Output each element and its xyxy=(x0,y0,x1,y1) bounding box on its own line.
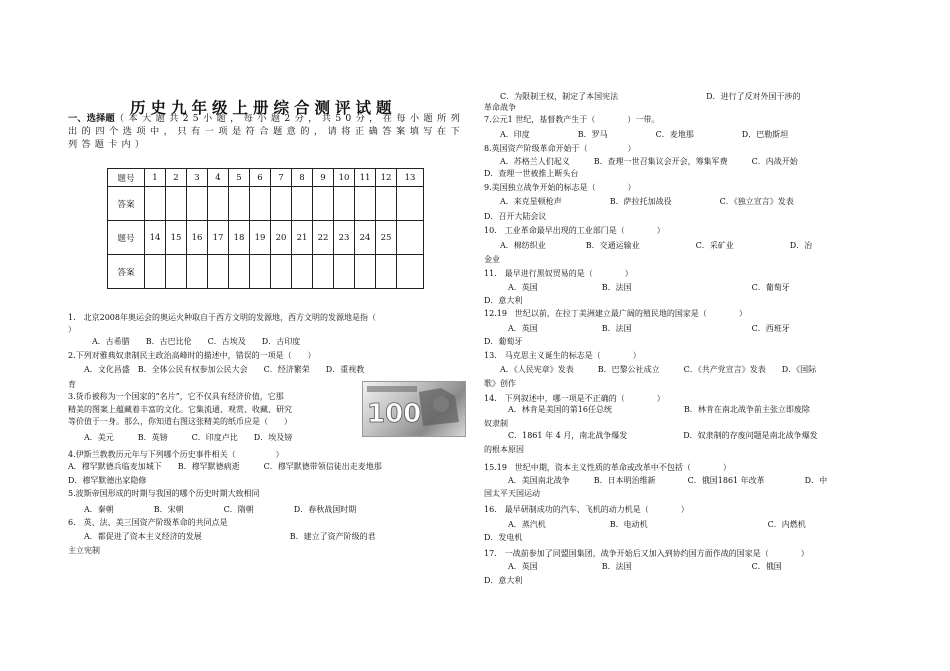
row-label: 题号 xyxy=(108,221,145,255)
question-line: A．印度 B．罗马 C．麦地那 D．巴勒斯坦 xyxy=(484,130,789,139)
question-line: 11. 最早进行黑奴贸易的是（ ） xyxy=(484,269,633,278)
question-line: D．发电机 xyxy=(484,533,523,542)
table-cell: 6 xyxy=(250,169,271,187)
answer-cell[interactable] xyxy=(145,187,166,221)
question-line: A．美国南北战争 B．日本明治维新 C．俄国1861 年改革 D．中 xyxy=(484,476,828,485)
table-cell: 3 xyxy=(187,169,208,187)
question-line: A．秦朝 B．宋朝 C．隋朝 D．春秋战国时期 xyxy=(68,505,357,514)
table-cell: 9 xyxy=(313,169,334,187)
table-cell: 12 xyxy=(376,169,397,187)
question-line: ） xyxy=(68,325,76,334)
question-line: C．为限制王权，制定了本国宪法 D．进行了反对外国干涉的 xyxy=(484,92,801,101)
question-line: 14. 下列叙述中，哪一项是不正确的（ ） xyxy=(484,394,665,403)
answer-cell[interactable] xyxy=(355,187,376,221)
question-line: A．穆罕默德兵临麦加城下 B．穆罕默德病逝 C．穆罕默德带领信徒出走麦地那 xyxy=(68,462,382,471)
question-line: 2.下列对雅典奴隶制民主政治高峰时的描述中，错误的一项是（ ） xyxy=(68,351,316,360)
table-cell: 22 xyxy=(313,221,334,255)
table-cell: 23 xyxy=(334,221,355,255)
question-line: 5.波斯帝国形成的时期与我国的哪个历史时期大致相同 xyxy=(68,489,260,498)
answer-cell[interactable] xyxy=(292,187,313,221)
question-line: 革命战争 xyxy=(484,103,516,112)
table-cell: 17 xyxy=(208,221,229,255)
table-cell: 11 xyxy=(355,169,376,187)
table-cell: 24 xyxy=(355,221,376,255)
question-line: 16. 最早研制成功的汽车、飞机的动力机是（ ） xyxy=(484,505,689,514)
answer-cell[interactable] xyxy=(271,187,292,221)
table-cell: 15 xyxy=(166,221,187,255)
question-line: 精美的图案上蕴藏着丰富的文化。它集流通、观赏、收藏、研究 xyxy=(68,405,292,414)
question-line: 国太平天国运动 xyxy=(484,489,540,498)
answer-cell[interactable] xyxy=(376,255,397,289)
answer-cell[interactable] xyxy=(313,187,334,221)
question-line: 3.货币被称为一个国家的“名片”，它不仅具有经济价值，它那 xyxy=(68,392,284,401)
question-line: 等价值于一身。那么，你知道右图这张精美的纸币应是（ ） xyxy=(68,417,292,426)
table-cell: 20 xyxy=(271,221,292,255)
question-line: 13. 马克思主义诞生的标志是（ ） xyxy=(484,351,641,360)
table-cell: 8 xyxy=(292,169,313,187)
table-cell: 2 xyxy=(166,169,187,187)
question-line: A．都促进了资本主义经济的发展 B．建立了资产阶级的君 xyxy=(68,532,376,541)
question-line: A．棉纺织业 B．交通运输业 C．采矿业 D．冶 xyxy=(484,241,813,250)
table-cell: 14 xyxy=(145,221,166,255)
table-cell: 16 xyxy=(187,221,208,255)
answer-cell[interactable] xyxy=(334,187,355,221)
table-row xyxy=(108,255,424,289)
question-line: C．1861 年 4 月，南北战争爆发 D．奴隶制的存废问题是南北战争爆发 xyxy=(484,431,818,440)
question-line: 6. 英、法、美三国资产阶级革命的共同点是 xyxy=(68,518,228,527)
question-line: A．英国 B．法国 C．葡萄牙 xyxy=(484,283,790,292)
row-label: 答案 xyxy=(108,187,145,221)
answer-cell[interactable] xyxy=(250,255,271,289)
svg-text:100: 100 xyxy=(367,399,422,429)
question-line: 4.伊斯兰教教历元年与下列哪个历史事件相关（ ） xyxy=(68,450,284,459)
question-line: 的根本原因 xyxy=(484,445,524,454)
answer-cell[interactable] xyxy=(334,255,355,289)
question-line: A．美元 B．英镑 C．印度卢比 D．埃及镑 xyxy=(68,433,293,442)
table-row xyxy=(108,169,424,187)
question-line: 9.美国独立战争开始的标志是（ ） xyxy=(484,183,636,192)
answer-cell[interactable] xyxy=(250,187,271,221)
question-line: D．葡萄牙 xyxy=(484,337,523,346)
question-line: 歌》创作 xyxy=(484,379,516,388)
answer-cell[interactable] xyxy=(355,255,376,289)
question-line: D．召开大陆会议 xyxy=(484,212,547,221)
question-line: A．文化昌盛 B．全体公民有权参加公民大会 C．经济繁荣 D．重视教 xyxy=(68,365,365,374)
row-label: 答案 xyxy=(108,255,145,289)
question-line: 育 xyxy=(68,380,76,389)
table-row xyxy=(108,221,424,255)
table-cell: 25 xyxy=(376,221,397,255)
answer-cell[interactable] xyxy=(166,187,187,221)
question-line: A．来克星顿枪声 B．萨拉托加战役 C．《独立宣言》发表 xyxy=(484,197,794,206)
question-line: 15.19 世纪中期，资本主义性质的革命或改革中不包括（ ） xyxy=(484,463,731,472)
table-cell: 1 xyxy=(145,169,166,187)
answer-cell[interactable] xyxy=(187,187,208,221)
question-line: A．蒸汽机 B．电动机 C．内燃机 xyxy=(484,520,806,529)
answer-cell[interactable] xyxy=(229,187,250,221)
question-line: D．穆罕默德出家隐修 xyxy=(68,476,147,485)
answer-cell[interactable] xyxy=(271,255,292,289)
question-line: A．林肯是美国的第16任总统 B．林肯在南北战争前主张立即废除 xyxy=(484,405,810,414)
question-line: 12.19 世纪以前，在拉丁美洲建立最广阔的殖民地的国家是（ ） xyxy=(484,309,747,318)
table-row xyxy=(108,187,424,221)
table-cell: 18 xyxy=(229,221,250,255)
answer-cell[interactable] xyxy=(229,255,250,289)
question-line: 7.公元1 世纪，基督教产生于（ ）一带。 xyxy=(484,115,660,124)
question-line: 17. 一战前参加了同盟国集团，战争开始后又加入到协约国方面作战的国家是（ ） xyxy=(484,549,809,558)
table-cell: 19 xyxy=(250,221,271,255)
answer-cell[interactable] xyxy=(208,255,229,289)
answer-cell[interactable] xyxy=(397,255,424,289)
section-instruction: （本大题共25小题，每小题2分，共50分，在每小题所列出的四个选项中，只有一项是符合题意的，请将正确答案填写在下列答题卡内） xyxy=(68,113,464,150)
answer-table xyxy=(107,168,424,289)
question-line: A．苏格兰人们起义 B．查理一世召集议会开会，筹集军费 C．内战开始 xyxy=(484,157,798,166)
table-cell: 5 xyxy=(229,169,250,187)
section-intro xyxy=(68,112,464,151)
question-line: D．意大利 xyxy=(484,576,523,585)
table-cell: 10 xyxy=(334,169,355,187)
answer-cell[interactable] xyxy=(376,187,397,221)
answer-cell[interactable] xyxy=(166,255,187,289)
question-line: A．古希腊 B．古巴比伦 C．古埃及 D．古印度 xyxy=(68,337,301,346)
question-line: D．意大利 xyxy=(484,296,523,305)
answer-cell[interactable] xyxy=(208,187,229,221)
banknote-image xyxy=(362,381,466,437)
table-cell: 21 xyxy=(292,221,313,255)
answer-cell[interactable] xyxy=(187,255,208,289)
question-line: D．查理一世被推上断头台 xyxy=(484,169,579,178)
answer-cell[interactable] xyxy=(397,187,424,221)
question-line: 主立宪制 xyxy=(68,546,100,555)
question-line: 奴隶制 xyxy=(484,419,508,428)
answer-cell[interactable] xyxy=(313,255,334,289)
page-title: 历史九年级上册综合测评试题 xyxy=(130,98,397,117)
row-label: 题号 xyxy=(108,169,145,187)
question-line: 1. 北京2008年奥运会的奥运火种取自于西方文明的发源地，西方文明的发源地是指（ xyxy=(68,313,376,322)
answer-cell[interactable] xyxy=(292,255,313,289)
answer-cell[interactable] xyxy=(145,255,166,289)
table-cell xyxy=(397,221,424,255)
question-line: 金业 xyxy=(484,255,500,264)
table-cell: 13 xyxy=(397,169,424,187)
question-line: A．英国 B．法国 C．西班牙 xyxy=(484,324,790,333)
table-cell: 4 xyxy=(208,169,229,187)
section-label: 一、选择题 xyxy=(68,113,115,124)
question-line: 8.英国资产阶级革命开始于（ ） xyxy=(484,144,636,153)
question-line: A．英国 B．法国 C．俄国 xyxy=(484,562,782,571)
question-line: 10. 工业革命最早出现的工业部门是（ ） xyxy=(484,226,665,235)
table-cell: 7 xyxy=(271,169,292,187)
question-line: A．《人民宪章》发表 B．巴黎公社成立 C．《共产党宣言》发表 D．《国际 xyxy=(484,365,817,374)
